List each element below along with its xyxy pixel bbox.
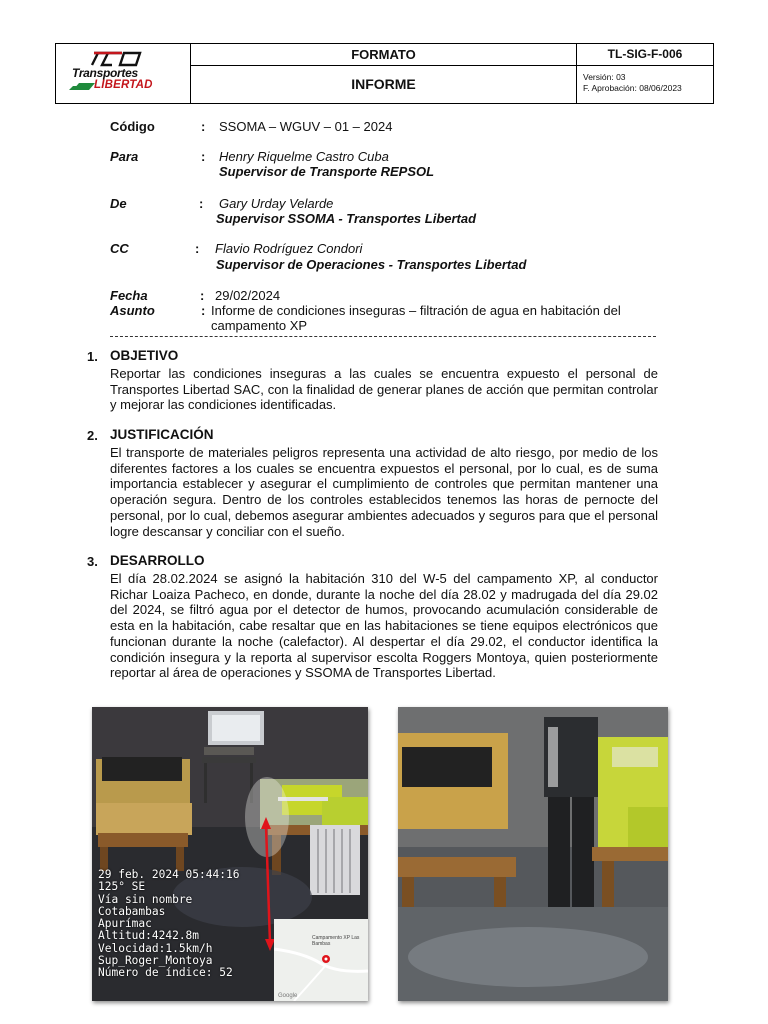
codigo-value: SSOMA – WGUV – 01 – 2024 — [219, 119, 393, 134]
section-1-number: 1. — [87, 349, 98, 364]
asunto-line-1: Informe de condiciones inseguras – filtración de agua en habitación del — [211, 303, 621, 318]
overlay-line: Apurímac — [98, 917, 152, 931]
logo-stripe-icon — [69, 81, 95, 91]
header-version: Versión: 03 — [583, 72, 626, 82]
overlay-line: Vía sin nombre — [98, 892, 193, 906]
header-version-block — [577, 66, 713, 103]
logo-text-bottom: LIBERTAD — [94, 79, 153, 91]
section-3-text: El día 28.02.2024 se asignó la habitación 310 del W-5 del campamento XP, al conductor Richar Loaiza Pacheco, en donde, durante la noche del día 28.02 y madrugada del día 29.02 del 2024, se filtró agua por el detector de humos, provocando acumulación considerable de esta en la habitación, cabe resaltar que en las habitaciones se tiene equipos electrónicos que funcionan durante la noche (calefactor). Al despertar el día 29.02, el conductor identifica la condición insegura y la reporta al supervisor escolta Roggers Montoya, quien posteriormente reportar al área de operaciones y SSOMA de Transportes Libertad. — [110, 571, 658, 681]
fecha-label: Fecha — [110, 288, 148, 303]
overlay-line: 125° SE — [98, 880, 146, 894]
overlay-line: Número de índice: 52 — [98, 966, 233, 980]
asunto-line-2: campamento XP — [211, 318, 308, 333]
document-header — [55, 43, 714, 104]
cc-role: Supervisor de Operaciones - Transportes Libertad — [216, 257, 527, 272]
para-name: Henry Riquelme Castro Cuba — [219, 149, 389, 164]
header-doc-code: TL-SIG-F-006 — [577, 44, 713, 66]
photo-room-flooded-floor — [398, 707, 668, 1001]
map-place-label: Campamento XP Las Bambas — [312, 935, 360, 947]
company-logo — [56, 44, 191, 103]
section-2-text: El transporte de materiales peligros representa una actividad de alto riesgo, por medio de los diferentes factores a los cuales se encuentra expuestos el personal, por lo cual, es de suma importancia establecer y asegurar el cumplimiento de controles que permitan mantener una operación segura. Dentro de los controles establecidos tenemos las horas de pernocte del personal, por lo cual, debemos asegurar ambientes adecuados y seguros para que el personal logre descansar y conciliar con el sueño. — [110, 445, 658, 539]
overlay-line: Sup_Roger_Montoya — [98, 954, 213, 968]
para-label: Para — [110, 149, 139, 164]
section-1-title: OBJETIVO — [110, 348, 179, 363]
logo-text-top: Transportes — [72, 66, 138, 80]
section-2-title: JUSTIFICACIÓN — [110, 427, 214, 442]
location-map-inset — [274, 919, 368, 1001]
header-approval-date: F. Aprobación: 08/06/2023 — [583, 83, 682, 93]
cc-name: Flavio Rodríguez Condori — [215, 241, 363, 256]
codigo-colon: : — [201, 119, 206, 134]
section-3-title: DESARROLLO — [110, 553, 205, 568]
map-roads-icon — [274, 919, 368, 1001]
de-name: Gary Urday Velarde — [219, 196, 334, 211]
asunto-colon: : — [201, 303, 206, 318]
overlay-line: Velocidad:1.5km/h — [98, 941, 213, 955]
map-brand: Google — [278, 993, 298, 999]
cc-colon: : — [195, 241, 200, 256]
header-formato: FORMATO — [191, 44, 577, 66]
overlay-line: Cotabambas — [98, 904, 166, 918]
para-colon: : — [201, 149, 206, 164]
photo-room-water-leak — [92, 707, 368, 1001]
de-colon: : — [199, 196, 204, 211]
fecha-value: 29/02/2024 — [215, 288, 281, 303]
de-label: De — [110, 196, 127, 211]
section-2-number: 2. — [87, 428, 98, 443]
section-3-number: 3. — [87, 554, 98, 569]
separator-line — [110, 336, 656, 337]
photo-timestamp-overlay — [98, 869, 239, 980]
overlay-line: Altitud:4242.8m — [98, 929, 200, 943]
overlay-line: 29 feb. 2024 05:44:16 — [98, 868, 240, 881]
fecha-colon: : — [200, 288, 205, 303]
codigo-label: Código — [110, 119, 155, 134]
de-role: Supervisor SSOMA - Transportes Libertad — [216, 211, 477, 226]
header-informe: INFORME — [191, 66, 577, 103]
section-1-text: Reportar las condiciones inseguras a las cuales se encuentra expuesto el personal de Transportes Libertad SAC, con la finalidad de generar planes de acción que permitan controlar y mejorar las condiciones identificadas. — [110, 366, 658, 413]
para-role: Supervisor de Transporte REPSOL — [219, 164, 435, 179]
asunto-label: Asunto — [110, 303, 155, 318]
room-photo-2-illustration — [398, 707, 668, 1001]
cc-label: CC — [110, 241, 129, 256]
